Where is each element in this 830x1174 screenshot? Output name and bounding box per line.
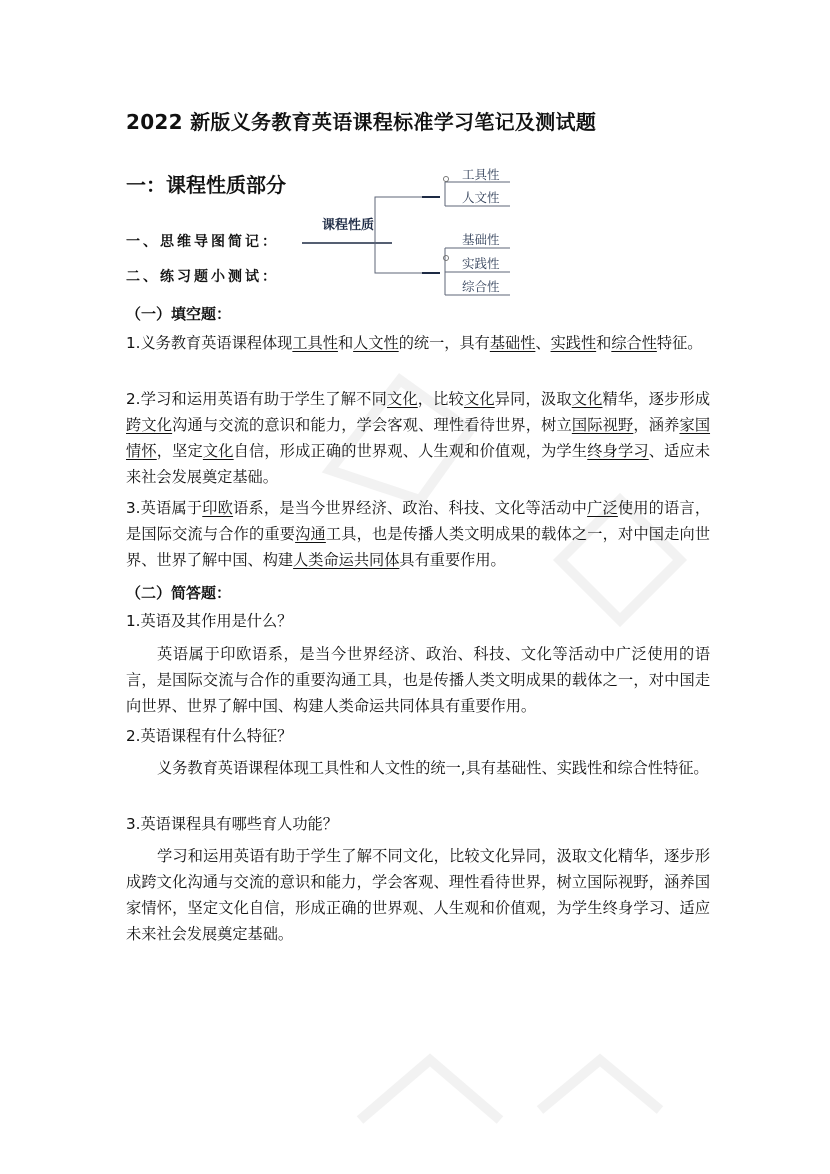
mindmap-node-jichu: 基础性 — [462, 232, 500, 247]
mindmap-node-shijian: 实践性 — [462, 256, 500, 271]
short-answer-3: 学习和运用英语有助于学生了解不同文化，比较文化异同，汲取文化精华，逐步形成跨文化沟通与交流的意识和能力，学会客观、理性看待世界，树立国际视野，涵养国家情怀，坚定文化自信，形成正确的世界观、人生观和价值观，为学生终身学习、适应未来社会发展奠定基础。 — [126, 847, 710, 943]
practice-label: 二、练习题小测试： — [126, 269, 279, 285]
mindmap-node-renwen: 人文性 — [462, 190, 500, 205]
mindmap-node-dot — [444, 177, 449, 182]
short-answer-2: 义务教育英语课程体现工具性和人文性的统一,具有基础性、实践性和综合性特征。 — [157, 759, 709, 777]
section-heading: 一：课程性质部分 — [126, 173, 286, 197]
mindmap-node-dot — [444, 256, 449, 261]
fill-question-2: 2.学习和运用英语有助于学生了解不同文化，比较文化异同，汲取文化精华，逐步形成跨文化沟通与交流的意识和能力，学会客观、理性看待世界，树立国际视野，涵养家国情怀，坚定文化自信，形成正确的世界观、人生观和价值观，为学生终身学习、适应未来社会发展奠定基础。 — [126, 390, 711, 486]
mindmap-node-gongju: 工具性 — [462, 167, 500, 182]
short-question-2: 2.英语课程有什么特征？ — [126, 727, 293, 745]
mindmap-node-zonghe: 综合性 — [462, 279, 500, 294]
mindmap-label: 一、思维导图简记： — [126, 234, 279, 250]
mindmap-root: 课程性质 — [322, 218, 375, 233]
short-question-1: 1.英语及其作用是什么？ — [126, 612, 293, 630]
document-title: 2022 新版义务教育英语课程标准学习笔记及测试题 — [126, 110, 597, 134]
mindmap-diagram — [300, 160, 520, 305]
fill-blank-heading: （一）填空题： — [126, 305, 232, 323]
short-answer-heading: （二）简答题： — [126, 584, 232, 602]
fill-question-3: 3.英语属于印欧语系，是当今世界经济、政治、科技、文化等活动中广泛使用的语言，是国际交流与合作的重要沟通工具，也是传播人类文明成果的载体之一，对中国走向世界、世界了解中国、构建人类命运共同体具有重要作用。 — [126, 499, 711, 569]
short-question-3: 3.英语课程具有哪些育人功能？ — [126, 815, 338, 833]
fill-question-1: 1.义务教育英语课程体现工具性和人文性的统一，具有基础性、实践性和综合性特征。 — [126, 334, 703, 352]
short-answer-1: 英语属于印欧语系，是当今世界经济、政治、科技、文化等活动中广泛使用的语言，是国际交流与合作的重要沟通工具，也是传播人类文明成果的载体之一，对中国走向世界、世界了解中国、构建人类命运共同体具有重要作用。 — [126, 645, 710, 715]
